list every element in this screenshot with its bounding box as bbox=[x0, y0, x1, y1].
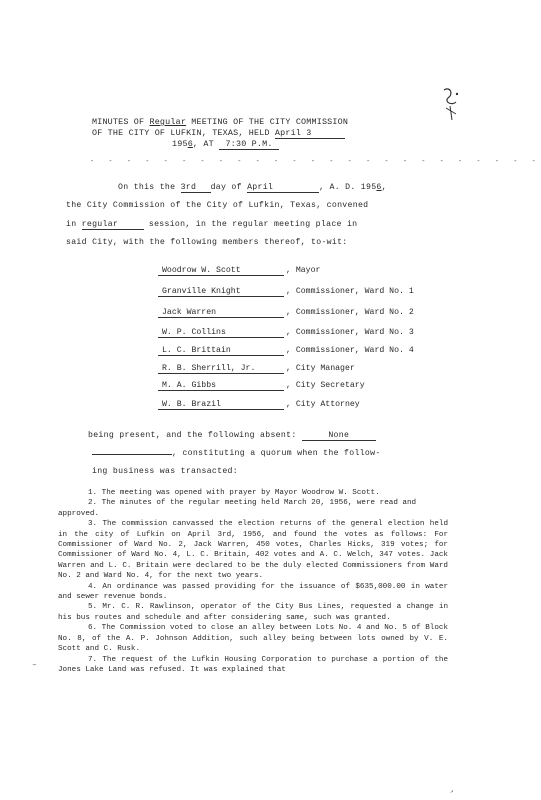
member-row: Jack Warren , Commissioner, Ward No. 2 bbox=[158, 308, 414, 318]
absent-members: None bbox=[302, 431, 376, 441]
member-row: W. P. Collins , Commissioner, Ward No. 3 bbox=[158, 328, 414, 338]
business-item-4: 4. An ordinance was passed providing for the issuance of $635,000.00 in water and sewer revenue bonds. bbox=[58, 582, 448, 602]
member-row: W. B. Brazil , City Attorney bbox=[158, 400, 360, 410]
business-item-3: 3. The commission canvassed the election returns of the general election held in the city of Lufkin on April 3rd, 1956, and found the votes as follows: For Commissioner of Ward No. 2, Jack Warren, 450 votes, Charles Hicks, 319 votes; for Commissioner of Ward No. 4, L. C. Britain, 402 votes and A. C. Welch, 347 votes. Jack Warren and L. C. Britain were declared to be the duly elected Commissioners from Ward No. 2 and Ward No. 4, for the next two years. bbox=[58, 520, 448, 581]
meeting-day: 3rd bbox=[181, 183, 211, 193]
absent-line3: ing business was transacted: bbox=[92, 467, 238, 476]
member-row: Granville Knight , Commissioner, Ward No. 1 bbox=[158, 287, 414, 297]
absent-line2: , constituting a quorum when the follow- bbox=[92, 449, 381, 458]
minutes-heading-line2: OF THE CITY OF LUFKIN, TEXAS, HELD April 3 bbox=[92, 128, 422, 139]
intro-line4: said City, with the following members thereof, to-wit: bbox=[66, 238, 348, 247]
minutes-heading-line1: MINUTES OF Regular MEETING OF THE CITY COMMISSION bbox=[92, 117, 349, 127]
handwritten-mark-icon bbox=[440, 84, 462, 124]
business-items bbox=[58, 488, 448, 675]
absent-line1: being present, and the following absent: None bbox=[88, 431, 376, 441]
meeting-time: 7:30 P.M. bbox=[219, 139, 279, 150]
member-row: L. C. Brittain , Commissioner, Ward No. 4 bbox=[158, 346, 414, 356]
session-type: regular bbox=[82, 220, 144, 230]
meeting-month: April bbox=[247, 183, 319, 193]
business-item-5: 5. Mr. C. R. Rawlinson, operator of the City Bus Lines, requested a change in his bus routes and schedule and after considering same, such was granted. bbox=[58, 603, 448, 622]
minutes-heading-line3: 1956, AT 7:30 P.M. bbox=[172, 139, 502, 150]
business-item-2: 2. The minutes of the regular meeting held March 20, 1956, were read and approved. bbox=[58, 499, 417, 518]
business-item-7: 7. The request of the Lufkin Housing Corporation to purchase a portion of the Jones Lake Land was refused. It was explained that bbox=[58, 655, 448, 674]
member-row: Woodrow W. Scott , Mayor bbox=[158, 266, 320, 276]
intro-line1: On this the 3rd day of April , A. D. 1956, bbox=[118, 183, 387, 192]
margin-mark: – bbox=[32, 661, 37, 670]
business-item-1: 1. The meeting was opened with prayer by Mayor Woodrow W. Scott. bbox=[88, 489, 380, 497]
corner-footnote-mark: ↗ bbox=[450, 788, 454, 795]
intro-line2: the City Commission of the City of Lufkin, Texas, convened bbox=[66, 201, 369, 210]
meeting-type: Regular bbox=[149, 117, 187, 127]
member-row: R. B. Sherrill, Jr. , City Manager bbox=[158, 364, 355, 374]
intro-line3: in regular session, in the regular meeting place in bbox=[66, 220, 358, 229]
member-row: M. A. Gibbs , City Secretary bbox=[158, 381, 365, 391]
divider: - - - - - - - - - - - - - - - - - - - - - - - - - bbox=[90, 158, 541, 166]
business-item-6: 6. The Commission voted to close an alley between Lots No. 4 and No. 5 of Block No. 8, of the A. P. Johnson Addition, such alley being between lots owned by V. E. Scott and C. Rusk. bbox=[58, 624, 449, 654]
meeting-date: April 3 bbox=[275, 128, 345, 139]
